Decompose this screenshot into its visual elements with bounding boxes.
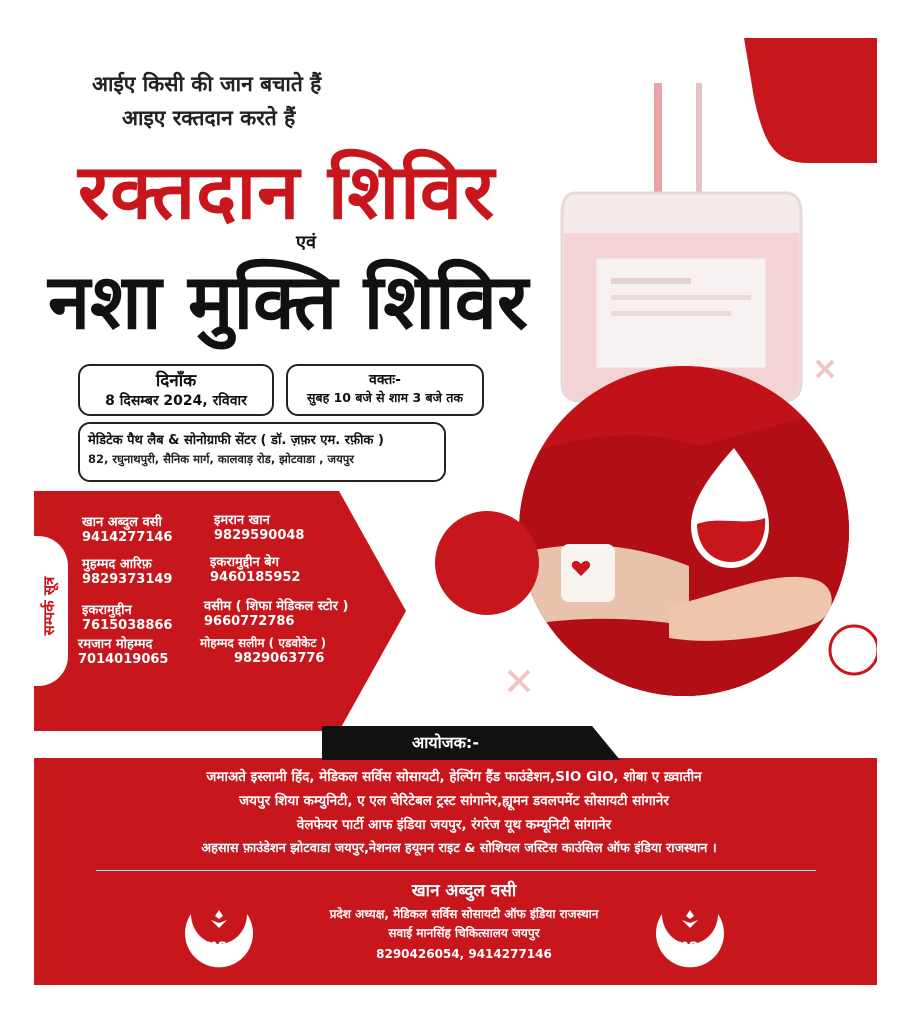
photo-circle [519,366,849,696]
decor-red-circle [432,508,542,618]
contact-label: सम्पर्क सूत्र [40,576,58,636]
contact-phone: 9829590048 [214,528,305,543]
poster [34,38,877,985]
contact-phone: 7014019065 [78,652,169,667]
contact-phone: 9829373149 [82,572,173,587]
contact-left-1 [82,512,172,545]
organizer-line-3: वेलफेयर पार्टी आफ इंडिया जयपुर, रंगरेज यूथ कम्यूनिटी सांगानेर [296,817,612,833]
decor-cross [814,358,836,380]
contact-right-3 [204,596,348,629]
contact-phone: 7615038866 [82,618,173,633]
donor-arm-illustration [519,366,849,696]
mss-logo-right [650,894,730,974]
mss-logo-left [179,894,259,974]
contact-name: इकरामुद्दीन बेग [210,555,279,570]
mss-logo-mark [179,894,259,974]
contact-name: खान अब्दुल वसी [82,515,162,530]
footer-hospital: सवाई मानसिंह चिकित्सालय जयपुर [388,926,540,940]
venue-address: 82, रघुनाथपुरी, सैनिक मार्ग, कालवाड़ रोड, झोटवाडा , जयपुर [88,452,354,466]
venue-box [78,422,446,482]
title-conjunction: एवं [296,232,316,253]
contact-right-1 [214,510,304,543]
contact-left-3 [82,600,172,633]
tagline-1: आईए किसी की जान बचाते हैं [92,72,322,96]
contact-right-2 [210,552,300,585]
contact-name: मुहम्मद आरिफ़ [82,557,152,572]
mss-logo-text: mss [673,936,707,954]
venue-name: मेडिटेक पैथ लैब & सोनोग्राफी सेंटर ( डॉ. ज़फ़र एम. रफ़ीक ) [88,433,384,448]
contact-name: इमरान खान [214,513,270,528]
contact-name: इकरामुद्दीन [82,603,132,618]
footer-phones: 8290426054, 9414277146 [376,947,552,961]
date-label: दिनाँक [155,371,197,391]
divider [96,870,816,871]
title-deaddiction: नशा मुक्ति शिविर [48,257,529,346]
organizer-label: आयोजक:- [412,733,479,752]
contact-name: वसीम ( शिफा मेडिकल स्टोर ) [204,599,349,614]
mss-logo-text: mss [202,936,236,954]
title-blood-donation: रक्तदान शिविर [78,147,496,236]
contact-right-4 [200,634,326,666]
tagline-2: आइए रक्तदान करते हैं [122,106,296,130]
footer-block [274,878,654,961]
organizer-line-4: अहसास फ़ाउंडेशन झोटवाडा जयपुर,नेशनल हयूमन राइट & सोशियल जस्टिस काउंसिल ऑफ इंडिया राजस्थान । [201,841,717,856]
contact-label-tab [34,536,68,686]
time-value: सुबह 10 बजे से शाम 3 बजे तक [307,390,463,405]
contact-left-4 [78,634,168,667]
contact-phone: 9660772786 [204,614,295,629]
contact-phone: 9829063776 [234,651,325,666]
decor-cross [506,668,532,694]
time-box [286,364,484,416]
contact-phone: 9460185952 [210,570,301,585]
footer-name: खान अब्दुल वसी [411,881,517,901]
organizer-line-2: जयपुर शिया कम्युनिटी, ए एल चेरिटेबल ट्रस्ट सांगानेर,ह्यूमन डवलपमेंट सोसायटी सांगानेर [239,793,669,809]
contact-left-2 [82,554,172,587]
time-label: वक्तः- [369,372,401,388]
date-value: 8 दिसम्बर 2024, रविवार [105,393,247,409]
contact-name: रमजान मोहम्मद [78,637,153,652]
contact-name: मोहम्मद सलीम ( एडवोकेट ) [200,636,327,650]
organizer-line-1: जमाअते इस्लामी हिंद, मेडिकल सर्विस सोसायटी, हेल्पिंग हैंड फाउंडेशन,SIO GIO, शोबा ए ख़्वातीन [206,769,702,785]
footer-designation: प्रदेश अध्यक्ष, मेडिकल सर्विस सोसायटी ऑफ इंडिया राजस्थान [329,907,599,921]
contact-phone: 9414277146 [82,530,173,545]
blood-bag-illustration [556,83,806,403]
date-box [78,364,274,416]
decor-ring [824,620,877,680]
mss-logo-mark [650,894,730,974]
